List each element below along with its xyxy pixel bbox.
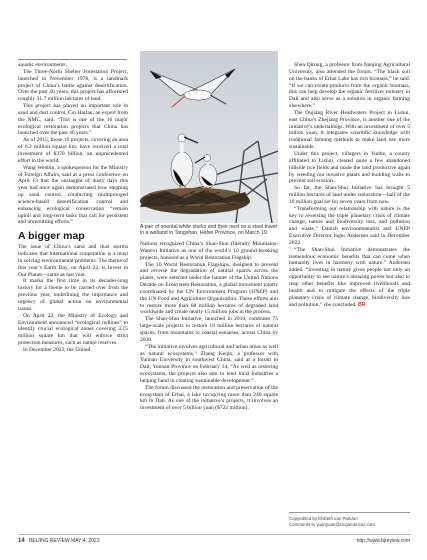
copyedit-credit [289,512,410,527]
storks-nest-photo [140,51,278,223]
publication-name: BEIJING REVIEW MAY 4, 2023 [29,538,100,544]
paragraph: Under this project, villagers in Yunhe, a county affiliated to Lishui, cleared quite a few abandoned hillside rice fields and made the land productive again by weeding out invasive plants and building walls to prevent soil erosion. [289,150,410,185]
paragraph: This project has played an important role in sand and dust control, Cui Haifan, an expert from the NMC, said. “This is one of the 16 major ecological restoration projects that China has launched over the past 40 years.” [18,103,128,137]
section-heading: A bigger map [18,230,85,243]
paragraph: The Three-North Shelter Forestation Project, launched in November 1978, is a landmark project of China’s battle against desertification. Over the past 40 years, this project has afforested roughly 31.7 million hectares of land. [18,68,128,103]
paragraph [289,247,410,309]
paragraph: On April 22, the Ministry of Ecology and Environment announced “ecological redlines” to identify crucial ecological zones covering 3.15 million square km that will enforce strict protection measures, such as nature reserves. [18,312,128,347]
nest [140,188,250,214]
paragraph: “The initiative involves agricultural and urban areas as well as natural ecosystems,” Zhang Keqin, a professor with Yunnan University in southwest China, said at a forum in Dali, Yunnan Province on February 14. “As well as restoring ecosystems, the projects also aim to lend local industries a helping hand in creating sustainable development.” [140,343,278,384]
paragraph: Nations recognized China’s Shan-Shui (literally Mountains-Waters) Initiative as one of the world’s 10 ground-breaking projects, honored as a World Restoration Flagship. [140,241,278,261]
paragraph: “Transforming our relationship with nature is the key to reversing the triple planetary crisis of climate change, nature and biodiversity loss, and pollution and waste,” Danish environmentalist and UNEP Executive Director Inger Andersen said in December 2022. [289,205,410,246]
paragraph: So far, the Shan-Shui Initiative has brought 5 million hectares of land under restoration—half of the 10 million goal set for seven years from now. [289,185,410,205]
page-number: 14 [18,538,25,544]
paragraph: It marks the first time in its decades-long history for a theme to be carried over from the previous year, underlining the importance and urgency of global action on environmental issues. [18,278,128,312]
footer-url[interactable]: http://www.bjreview.com [356,538,410,544]
paragraph: The Oujiang River Headwaters Project in Lishui, east China’s Zhejiang Province, is another one of the initiative’s undertakings. With an investment of over 5 billion yuan, it integrates scientific knowledge with traditional farming methods to make land use more sustainable. [289,109,410,151]
paragraph: In December 2022, the United [23,346,91,353]
paragraph: aquatic environments. [18,62,67,68]
photo-caption: A pair of oriental white storks and their nest on a steel tower in a wetland in Tangshan, Hebei Province, on March 19 [140,224,278,237]
footer-left [18,538,99,544]
comments-line: Comments to yuanyuan@cicgamericas.com [289,521,375,527]
paragraph: The 10 World Restoration Flagships, designed to prevent and reverse the degradation of natural spaces across the planet, were selected under the banner of the United Nations Decade on Ecosystem Restoration, a global movement jointly coordinated by the UN Environment Program (UNEP) and the UN Food and Agriculture Organization. These efforts aim to restore more than 68 million hectares of degraded land worldwide and create nearly 15 million jobs in the process. [140,261,278,316]
copyedit-line: Copyedited by Elsbeth van Paridon [289,516,358,521]
article-column-left [18,62,128,354]
article-column-middle [140,241,278,412]
paragraph: The issue of China’s sand and dust storms indicates that international cooperation is a must in solving environmental problems. The theme of this year’s Earth Day, on April 22, is Invest in Our Planet—same as last year. [18,244,128,278]
paragraph-text: “The Shan-Shui Initiative demonstrates the tremendous economic benefits that can come when humanity lives in harmony with nature.” Andersen added. “Investing in nature gives people not only an opportunity to see nature’s amazing power but also to reap other benefits like improved livelihoods and health and to mitigate the effects of the triple planetary crisis of climate change, biodiversity loss and pollution,” she concluded. [289,246,410,308]
paragraph: As of 2015, those 16 projects, covering an area of 6.2 million square km, have received a total investment of $370 billion, an unprecedented effort in the world. [18,137,128,164]
paragraph: The Shan-Shui Initiative, launched in 2016, combines 75 large-scale projects to restore 10 million hectares of natural spaces, from mountains to coastal estuaries, across China by 2030. [140,316,278,343]
end-tag: BR [358,301,366,308]
top-rule [18,59,127,60]
paragraph: Shen Qirong, a professor from Nanjing Agricultural University, also attended the forum. “The black soil on the banks of Erhai Lake has rich biomass,” he said. “If we can create products from the organic biomass, this can help develop the organic fertilizer industry in Dali and also serve as a solution in organic farming elsewhere.” [289,62,410,110]
paragraph: Wang Wenbin, a spokesperson for the Ministry of Foreign Affairs, said at a press conference on April 13 that the onslaught of dusty days this year had once again demonstrated how stepping up sand control, conducting multipronged science-based desertification control and enhancing ecological conservation “remain uphill and long-term tasks that call for persistent and unremitting efforts.” [18,164,128,226]
article-column-right [289,62,410,308]
paragraph: The forum discussed the restoration and preservation of the ecosystem of Erhai, a lake occupying more than 240 square km in Dali. As one of the initiative’s projects, it involves an investment of over 5 billion yuan ($722 million). [140,384,278,412]
footer-rule [18,534,410,535]
